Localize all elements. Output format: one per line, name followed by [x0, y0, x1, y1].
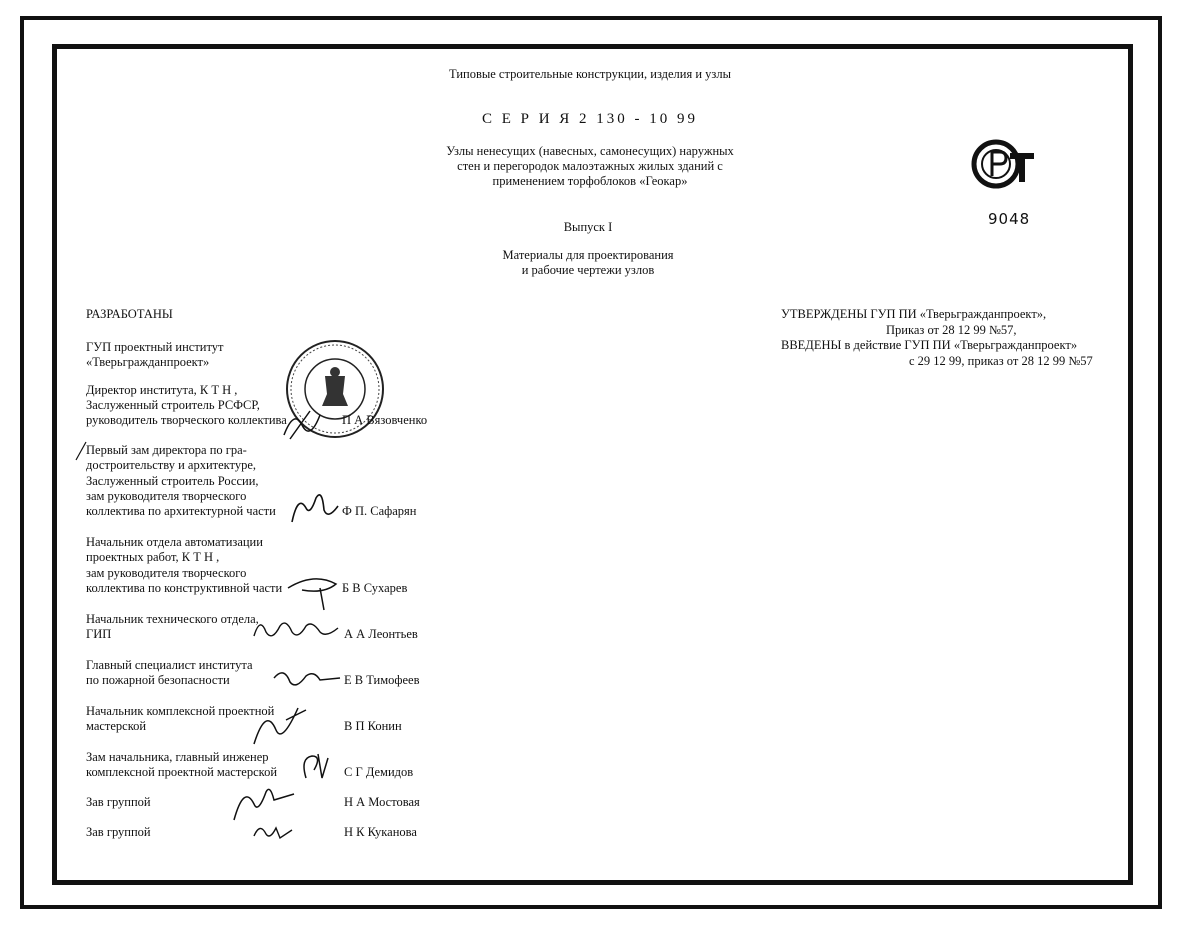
signatory-role-5b: по пожарной безопасности: [86, 673, 230, 687]
signatory-role-2c: Заслуженный строитель России,: [86, 474, 259, 488]
issue-number: Выпуск I: [563, 220, 613, 234]
signatory-role-1c: руководитель творческого коллектива: [86, 413, 287, 427]
signatory-role-6b: мастерской: [86, 719, 147, 733]
signatory-name-1: П А Вязовченко: [342, 413, 428, 427]
series-number: С Е Р И Я 2 130 - 10 99: [481, 111, 699, 127]
signatory-role-9: Зав группой: [86, 825, 151, 839]
signatory-role-4b: ГИП: [86, 627, 112, 641]
approved-line-2: Приказ от 28 12 99 №57,: [886, 323, 1017, 337]
signatory-role-1b: Заслуженный строитель РСФСР,: [86, 398, 260, 412]
signatory-role-8: Зав группой: [86, 795, 151, 809]
institute-line-2: «Тверьгражданпроект»: [86, 355, 210, 369]
signature-7-icon: [296, 748, 336, 784]
signatory-role-1a: Директор института, К Т Н ,: [86, 383, 238, 397]
signature-5-icon: [270, 664, 342, 694]
signatory-role-3a: Начальник отдела автоматизации: [86, 535, 263, 549]
signature-9-icon: [250, 818, 296, 844]
description-line-3: применением торфоблоков «Геокар»: [492, 174, 688, 188]
signatory-name-5: Е В Тимофеев: [344, 673, 420, 687]
signatory-name-2: Ф П. Сафарян: [342, 504, 417, 518]
developed-heading: РАЗРАБОТАНЫ: [86, 307, 173, 321]
signatory-role-4a: Начальник технического отдела,: [86, 612, 259, 626]
signature-2-icon: [288, 484, 344, 528]
signatory-name-3: Б В Сухарев: [342, 581, 408, 595]
signatory-name-8: Н А Мостовая: [344, 795, 420, 809]
signatory-role-5a: Главный специалист института: [86, 658, 253, 672]
materials-line-2: и рабочие чертежи узлов: [521, 263, 655, 277]
institute-line-1: ГУП проектный институт: [86, 340, 224, 354]
approved-line-1: УТВЕРЖДЕНЫ ГУП ПИ «Тверьгражданпроект»,: [781, 307, 1047, 321]
certification-number: 9048: [988, 210, 1031, 228]
signatory-name-4: А А Леонтьев: [344, 627, 418, 641]
signature-1-icon: [280, 405, 330, 445]
signatory-role-2e: коллектива по архитектурной части: [86, 504, 276, 518]
signatory-role-3d: коллектива по конструктивной части: [86, 581, 283, 595]
signatory-role-7a: Зам начальника, главный инженер: [86, 750, 269, 764]
signatory-role-6a: Начальник комплексной проектной: [86, 704, 275, 718]
signature-3-icon: [284, 570, 344, 614]
signatory-name-6: В П Конин: [344, 719, 402, 733]
signatory-role-3b: проектных работ, К Т Н ,: [86, 550, 220, 564]
rst-certification-icon: [970, 136, 1040, 201]
signature-4-icon: [250, 614, 344, 644]
signatory-role-2d: зам руководителя творческого: [86, 489, 247, 503]
materials-line-1: Материалы для проектирования: [502, 248, 674, 262]
signatory-role-7b: комплексной проектной мастерской: [86, 765, 278, 779]
introduced-line-2: с 29 12 99, приказ от 28 12 99 №57: [909, 354, 1093, 368]
signatory-role-2a: Первый зам директора по гра-: [86, 443, 247, 457]
description-line-2: стен и перегородок малоэтажных жилых зданий с: [457, 159, 723, 173]
signatory-name-9: Н К Куканова: [344, 825, 417, 839]
signatory-name-7: С Г Демидов: [344, 765, 414, 779]
signature-6-icon: [246, 700, 310, 750]
description-line-1: Узлы ненесущих (навесных, самонесущих) наружных: [446, 144, 734, 158]
signatory-role-2b: достроительству и архитектуре,: [86, 458, 257, 472]
introduced-line-1: ВВЕДЕНЫ в действие ГУП ПИ «Тверьгражданпроект»: [781, 338, 1078, 352]
signatory-role-3c: зам руководителя творческого: [86, 566, 247, 580]
document-title: Типовые строительные конструкции, изделия и узлы: [448, 67, 732, 81]
